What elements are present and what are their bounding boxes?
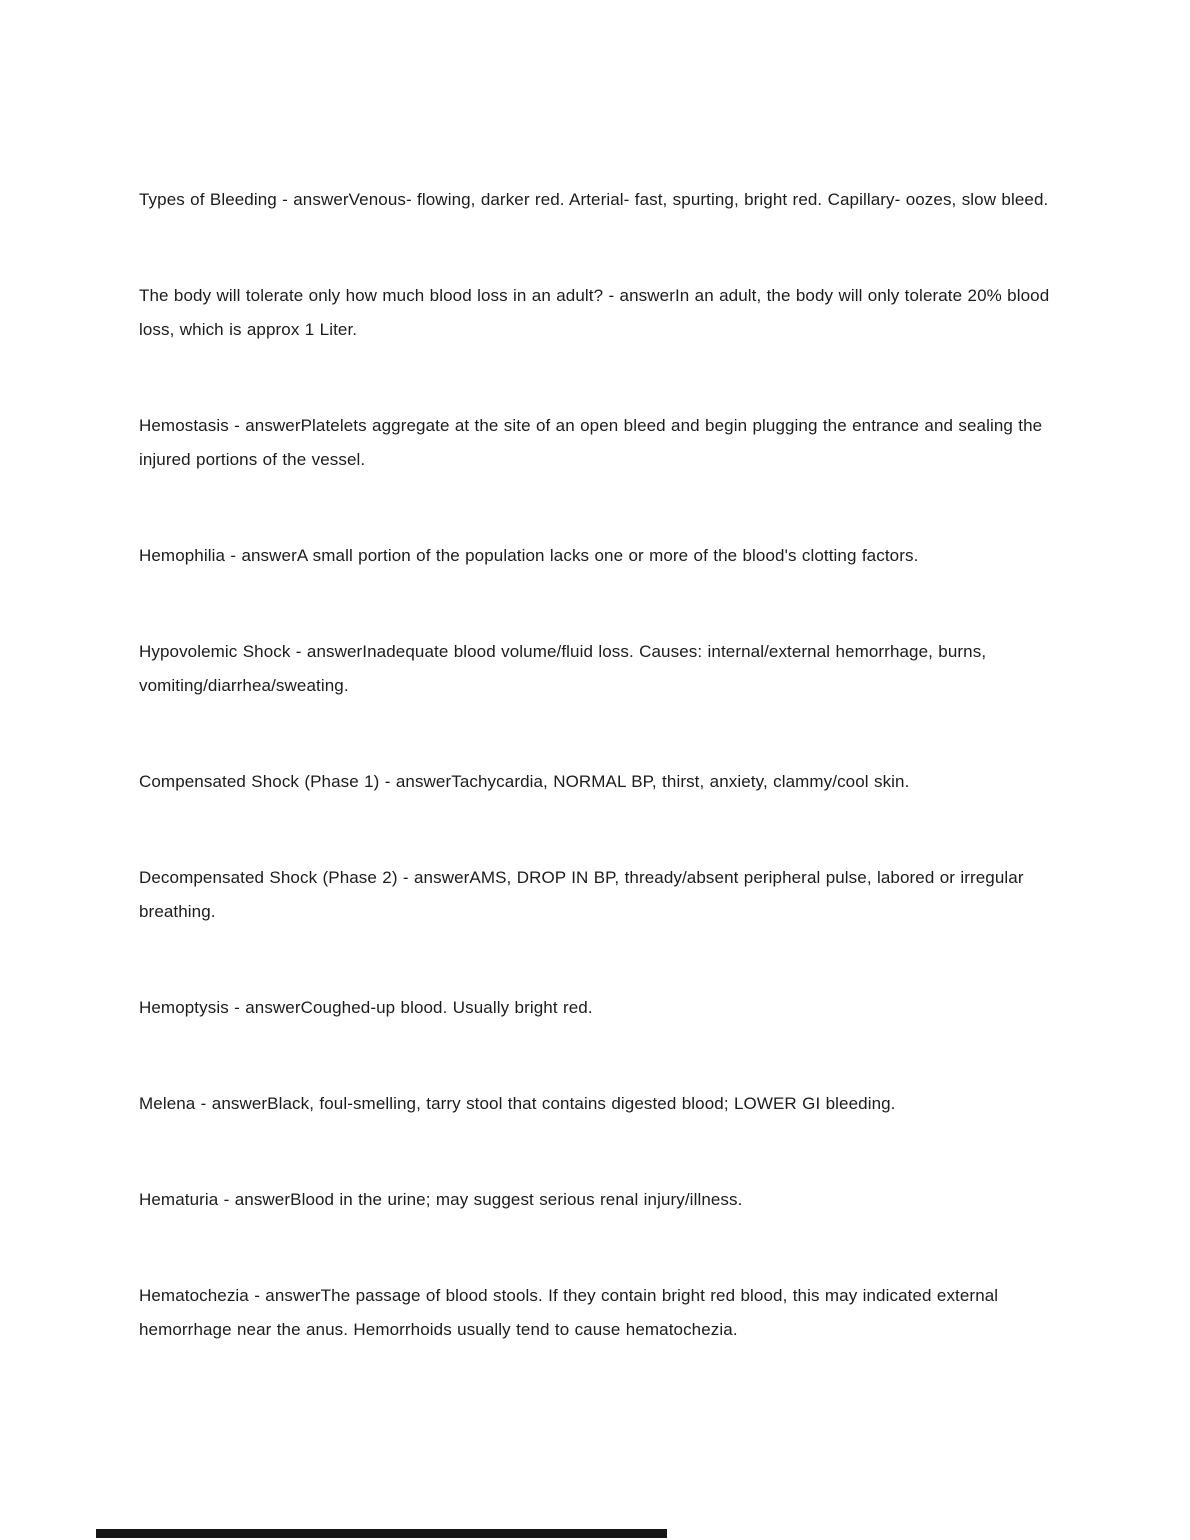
flashcard-paragraph: Hemostasis - answerPlatelets aggregate at the site of an open bleed and begin plugging the entrance and sealing the injured portions of the vessel. [139,416,1043,469]
flashcard-paragraph: Hemoptysis - answerCoughed-up blood. Usually bright red. [139,998,593,1017]
clipped-text-bar [96,1529,667,1538]
flashcard-paragraph: Hemophilia - answerA small portion of the population lacks one or more of the blood's clotting factors. [139,546,919,565]
flashcard-paragraph: The body will tolerate only how much blood loss in an adult? - answerIn an adult, the body will only tolerate 20% blood loss, which is approx 1 Liter. [139,286,1050,339]
flashcard-paragraph: Hematuria - answerBlood in the urine; may suggest serious renal injury/illness. [139,1190,743,1209]
document-body [139,183,1054,1409]
flashcard-paragraph: Hypovolemic Shock - answerInadequate blood volume/fluid loss. Causes: internal/external hemorrhage, burns, vomiting/diarrhea/sweating. [139,642,987,695]
flashcard-paragraph: Types of Bleeding - answerVenous- flowing, darker red. Arterial- fast, spurting, bright red. Capillary- oozes, slow bleed. [139,190,1049,209]
flashcard-paragraph: Compensated Shock (Phase 1) - answerTachycardia, NORMAL BP, thirst, anxiety, clammy/cool skin. [139,772,910,791]
flashcard-paragraph: Decompensated Shock (Phase 2) - answerAMS, DROP IN BP, thready/absent peripheral pulse, labored or irregular breathing. [139,868,1024,921]
flashcard-paragraph: Melena - answerBlack, foul-smelling, tarry stool that contains digested blood; LOWER GI bleeding. [139,1094,896,1113]
flashcard-paragraph: Hematochezia - answerThe passage of blood stools. If they contain bright red blood, this may indicated external hemorrhage near the anus. Hemorrhoids usually tend to cause hematochezia. [139,1286,999,1339]
